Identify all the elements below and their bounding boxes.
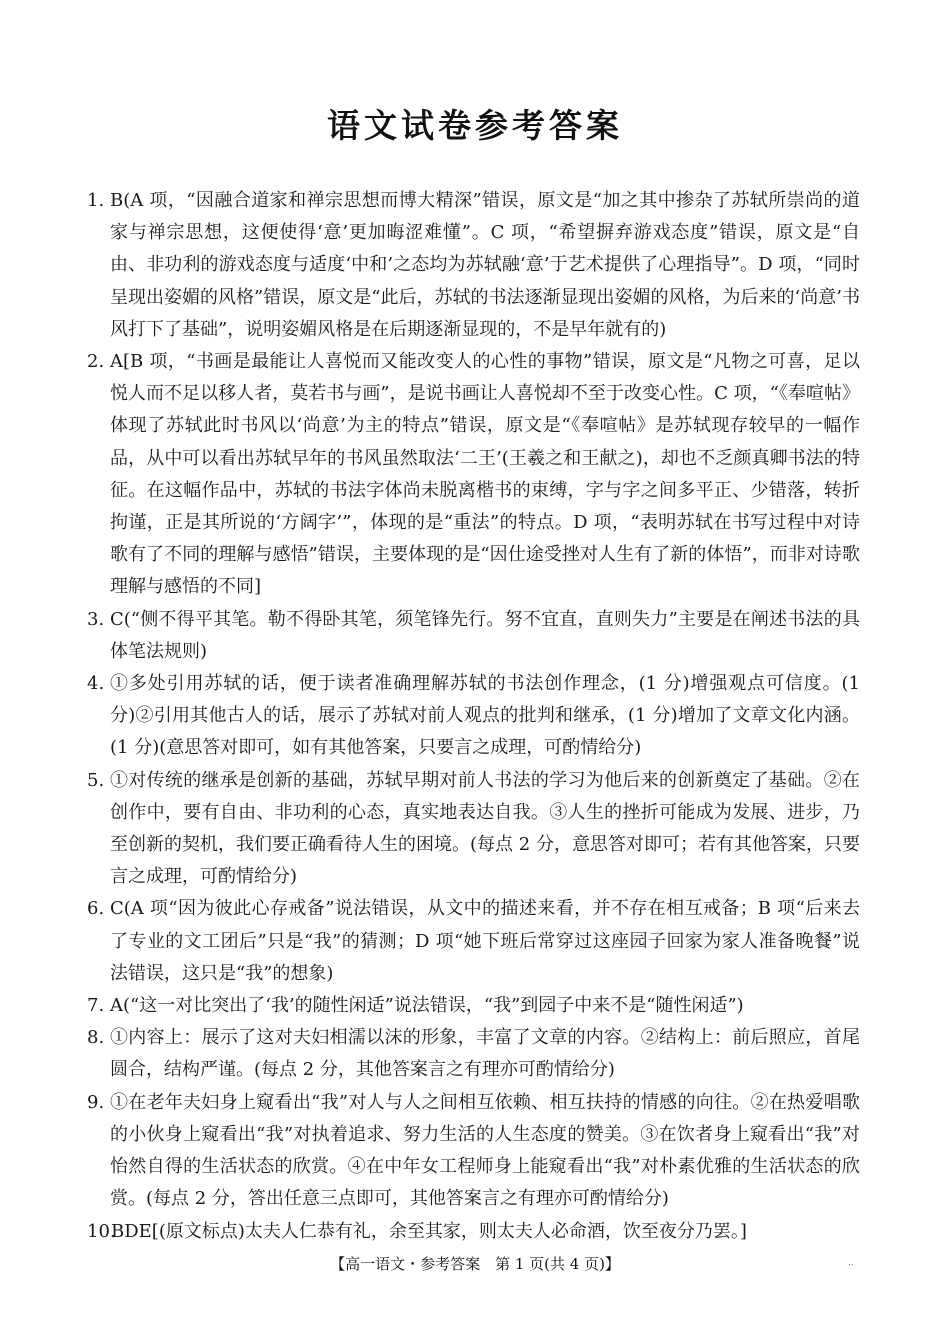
answer-item bbox=[87, 1022, 860, 1086]
answer-item bbox=[87, 668, 860, 765]
answer-number: 1. bbox=[87, 190, 105, 211]
answer-number: 4. bbox=[87, 673, 105, 695]
answer-item bbox=[87, 765, 860, 894]
answer-number: 3. bbox=[87, 608, 105, 630]
answer-text: A[B 项，“书画是最能让人喜悦而又能改变人的心性的事物”错误，原文是“凡物之可喜，足以悦人而不足以移人者，莫若书与画”，是说书画让人喜悦却不至于改变心性。C 项，“《奉喧帖》体现了苏轼此时书风以‘尚意’为主的特点”错误，原文是“《奉喧帖》是苏轼现存较早的一幅作品，从中可以看出苏轼早年的书风虽然取法‘二王’(王羲之和王献之)，却也不乏颜真卿书法的特征。在这幅作品中，苏轼的书法字体尚未脱离楷书的束缚，字与字之间多平正、少错落，转折拘谨，正是其所说的‘方阔字’”，体现的是“重法”的特点。D 项，“表明苏轼在书写过程中对诗歌有了不同的理解与感悟”错误，主要体现的是“因仕途受挫对人生有了新的体悟”，而非对诗歌理解与感悟的不同] bbox=[110, 351, 860, 598]
answer-item bbox=[87, 990, 860, 1022]
page-footer: 【高一语文・参考答案 第 1 页(共 4 页)】 bbox=[330, 1255, 620, 1273]
answer-text: ①多处引用苏轼的话，便于读者准确理解苏轼的书法创作理念，(1 分)增强观点可信度。(1 分)②引用其他古人的话，展示了苏轼对前人观点的批判和继承，(1 分)增加了文章文化内涵。(1 分)(意思答对即可，如有其他答案，只要言之成理，可酌情给分) bbox=[110, 673, 860, 759]
answer-text: ①在老年夫妇身上窥看出“我”对人与人之间相互依赖、相互扶持的情感的向往。②在热爱唱歌的小伙身上窥看出“我”对执着追求、努力生活的人生态度的赞美。③在饮者身上窥看出“我”对怡然自得的生活状态的欣赏。④在中年女工程师身上能窥看出“我”对朴素优雅的生活状态的欣赏。(每点 2 分，答出任意三点即可，其他答案言之有理亦可酌情给分) bbox=[110, 1091, 860, 1210]
answer-text: ①对传统的继承是创新的基础，苏轼早期对前人书法的学习为他后来的创新奠定了基础。②在创作中，要有自由、非功利的心态，真实地表达自我。③人生的挫折可能成为发展、进步，乃至创新的契机，我们要正确看待人生的困境。(每点 2 分，意思答对即可；若有其他答案，只要言之成理，可酌情给分) bbox=[110, 769, 860, 888]
corner-mark: .. bbox=[848, 1258, 854, 1268]
answer-number: 9. bbox=[87, 1091, 105, 1113]
answer-item bbox=[87, 346, 860, 604]
answer-number: 7. bbox=[87, 995, 105, 1017]
answer-text: C(A 项“因为彼此心存戒备”说法错误，从文中的描述来看，并不存在相互戒备；B 项“后来去了专业的文工团后”只是“我”的猜测；D 项“她下班后常穿过这座园子回家为家人准备晚餐”说法错误，这只是“我”的想象) bbox=[110, 898, 860, 984]
answer-text: ①内容上：展示了这对夫妇相濡以沫的形象，丰富了文章的内容。②结构上：前后照应，首尾圆合，结构严谨。(每点 2 分，其他答案言之有理亦可酌情给分) bbox=[110, 1027, 860, 1081]
answer-text: A(“这一对比突出了‘我’的随性闲适”说法错误，“我”到园子中来不是“随性闲适”) bbox=[110, 995, 744, 1017]
answer-item bbox=[87, 1216, 860, 1248]
answer-number: 10. bbox=[87, 1220, 116, 1242]
answer-item bbox=[87, 604, 860, 668]
answer-text: BDE[(原文标点)太夫人仁恭有礼，余至其家，则太夫人必命酒，饮至夜分乃罢。] bbox=[111, 1220, 747, 1242]
answer-number: 6. bbox=[87, 898, 105, 920]
answer-item bbox=[87, 893, 860, 990]
answer-number: 5. bbox=[87, 769, 105, 791]
answer-number: 2. bbox=[87, 351, 105, 373]
answer-list bbox=[87, 185, 860, 1248]
answer-text: B(A 项，“因融合道家和禅宗思想而博大精深”错误，原文是“加之其中掺杂了苏轼所崇尚的道家与禅宗思想，这便使得‘意’更加晦涩难懂”。C 项，“希望摒弃游戏态度”错误，原文是“自由、非功利的游戏态度与适度‘中和’之态均为苏轼融‘意’于艺术提供了心理指导”。D 项，“同时呈现出姿媚的风格”错误，原文是“此后，苏轼的书法逐渐显现出姿媚的风格，为后来的‘尚意’书风打下了基础”，说明姿媚风格是在后期逐渐显现的，不是早年就有的) bbox=[110, 190, 860, 340]
answer-text: C(“侧不得平其笔。勒不得卧其笔，须笔锋先行。努不宜直，直则失力”主要是在阐述书法的具体笔法规则) bbox=[110, 608, 860, 662]
answer-number: 8. bbox=[87, 1027, 105, 1049]
answer-item bbox=[87, 185, 860, 346]
page-title: 语文试卷参考答案 bbox=[327, 106, 623, 145]
answer-item bbox=[87, 1087, 860, 1216]
